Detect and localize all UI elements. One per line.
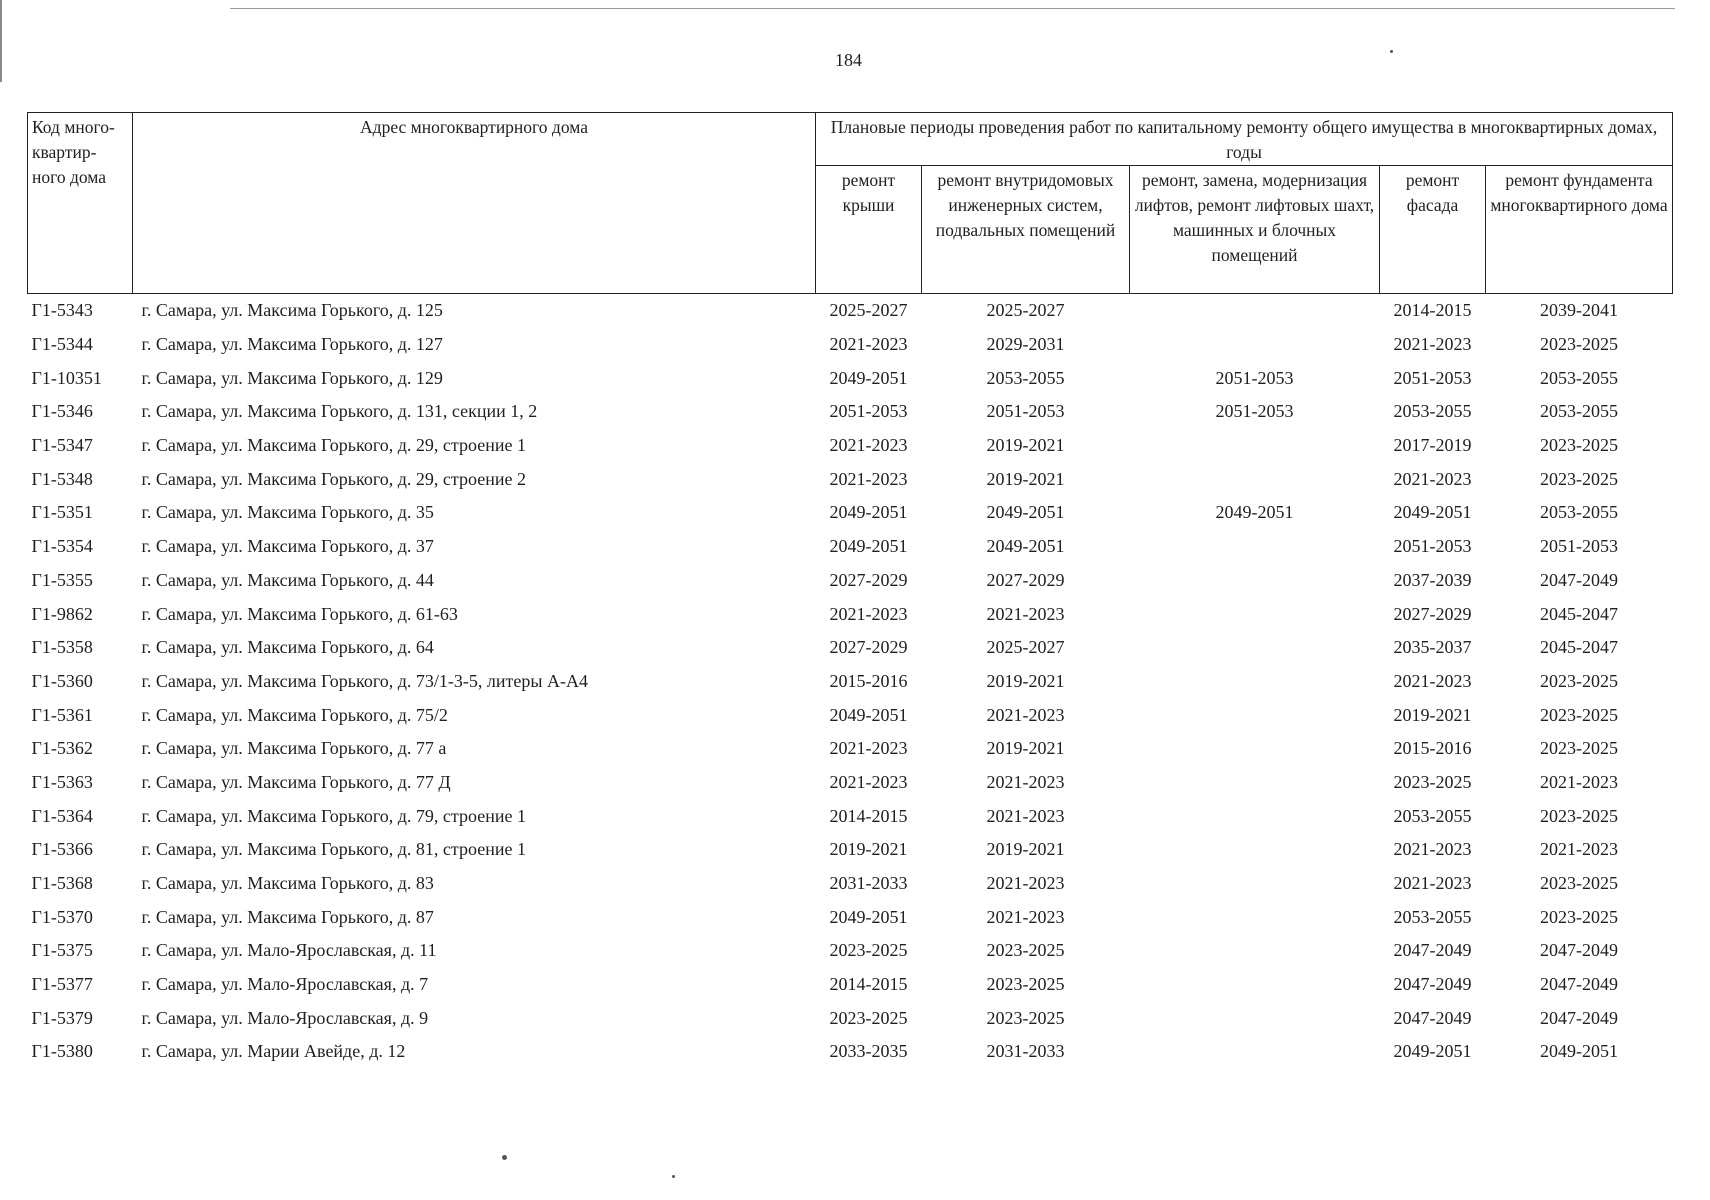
row-facade-period: 2047-2049 bbox=[1393, 974, 1472, 995]
row-address: г. Самара, ул. Мало-Ярославская, д. 9 bbox=[141, 1007, 429, 1028]
header-address: Адрес многоквартирного дома bbox=[133, 113, 816, 294]
row-elevators-period bbox=[1130, 631, 1380, 665]
row-elevators-period bbox=[1130, 429, 1380, 463]
row-foundation-period: 2047-2049 bbox=[1540, 569, 1619, 590]
row-roof-period: 2049-2051 bbox=[829, 704, 908, 725]
scan-speck bbox=[1390, 50, 1393, 53]
table-row bbox=[28, 1001, 1673, 1035]
table-row bbox=[28, 429, 1673, 463]
row-engineering-period: 2025-2027 bbox=[986, 637, 1065, 658]
row-address: г. Самара, ул. Максима Горького, д. 81, строение 1 bbox=[141, 839, 526, 860]
table-row bbox=[28, 867, 1673, 901]
row-code: Г1-5380 bbox=[31, 1041, 93, 1062]
row-engineering-period: 2031-2033 bbox=[986, 1041, 1065, 1062]
header-elevators: ремонт, замена, модернизация лифтов, ремонт лифтовых шахт, машинных и блочных помещений bbox=[1130, 166, 1380, 294]
row-roof-period: 2025-2027 bbox=[829, 300, 908, 321]
row-address: г. Самара, ул. Максима Горького, д. 83 bbox=[141, 873, 434, 894]
table-row bbox=[28, 934, 1673, 968]
row-elevators-period bbox=[1130, 799, 1380, 833]
row-engineering-period: 2049-2051 bbox=[986, 502, 1065, 523]
row-roof-period: 2023-2025 bbox=[829, 940, 908, 961]
table-row bbox=[28, 698, 1673, 732]
row-engineering-period: 2021-2023 bbox=[986, 805, 1065, 826]
row-engineering-period: 2023-2025 bbox=[986, 940, 1065, 961]
row-address: г. Самара, ул. Мало-Ярославская, д. 7 bbox=[141, 974, 429, 995]
row-engineering-period: 2053-2055 bbox=[986, 367, 1065, 388]
row-roof-period: 2014-2015 bbox=[829, 974, 908, 995]
row-address: г. Самара, ул. Максима Горького, д. 64 bbox=[141, 637, 434, 658]
row-roof-period: 2049-2051 bbox=[829, 536, 908, 557]
row-roof-period: 2021-2023 bbox=[829, 334, 908, 355]
row-elevators-period bbox=[1130, 564, 1380, 598]
table-row bbox=[28, 968, 1673, 1002]
table-body bbox=[28, 294, 1673, 1069]
row-roof-period: 2014-2015 bbox=[829, 805, 908, 826]
row-facade-period: 2017-2019 bbox=[1393, 435, 1472, 456]
table-row bbox=[28, 361, 1673, 395]
row-facade-period: 2047-2049 bbox=[1393, 1007, 1472, 1028]
row-elevators-period bbox=[1130, 968, 1380, 1002]
row-code: Г1-5363 bbox=[31, 771, 93, 792]
row-foundation-period: 2023-2025 bbox=[1540, 738, 1619, 759]
row-roof-period: 2049-2051 bbox=[829, 367, 908, 388]
row-engineering-period: 2019-2021 bbox=[986, 738, 1065, 759]
row-code: Г1-5351 bbox=[31, 502, 93, 523]
row-address: г. Самара, ул. Максима Горького, д. 29, строение 2 bbox=[141, 468, 526, 489]
row-code: Г1-5343 bbox=[31, 300, 93, 321]
table-row bbox=[28, 732, 1673, 766]
table-row bbox=[28, 631, 1673, 665]
row-roof-period: 2021-2023 bbox=[829, 603, 908, 624]
row-elevators-period: 2051-2053 bbox=[1215, 367, 1294, 388]
row-foundation-period: 2047-2049 bbox=[1540, 974, 1619, 995]
table-row bbox=[28, 294, 1673, 328]
row-facade-period: 2051-2053 bbox=[1393, 367, 1472, 388]
row-foundation-period: 2053-2055 bbox=[1540, 401, 1619, 422]
row-engineering-period: 2019-2021 bbox=[986, 468, 1065, 489]
row-foundation-period: 2023-2025 bbox=[1540, 805, 1619, 826]
row-address: г. Самара, ул. Максима Горького, д. 44 bbox=[141, 569, 434, 590]
row-code: Г1-5346 bbox=[31, 401, 93, 422]
table-row bbox=[28, 597, 1673, 631]
scan-edge-line-top bbox=[230, 8, 1675, 9]
row-foundation-period: 2053-2055 bbox=[1540, 502, 1619, 523]
row-code: Г1-5348 bbox=[31, 468, 93, 489]
row-address: г. Самара, ул. Максима Горького, д. 73/1-3-5, литеры А-А4 bbox=[141, 670, 588, 691]
row-facade-period: 2051-2053 bbox=[1393, 536, 1472, 557]
header-row-1 bbox=[28, 113, 1673, 166]
row-facade-period: 2047-2049 bbox=[1393, 940, 1472, 961]
table-row bbox=[28, 395, 1673, 429]
row-elevators-period bbox=[1130, 833, 1380, 867]
row-code: Г1-10351 bbox=[31, 367, 102, 388]
row-foundation-period: 2053-2055 bbox=[1540, 367, 1619, 388]
row-foundation-period: 2023-2025 bbox=[1540, 468, 1619, 489]
row-elevators-period bbox=[1130, 328, 1380, 362]
row-elevators-period bbox=[1130, 1035, 1380, 1069]
row-elevators-period bbox=[1130, 900, 1380, 934]
row-engineering-period: 2021-2023 bbox=[986, 906, 1065, 927]
row-code: Г1-5361 bbox=[31, 704, 93, 725]
table-row bbox=[28, 462, 1673, 496]
row-code: Г1-5344 bbox=[31, 334, 93, 355]
row-engineering-period: 2027-2029 bbox=[986, 569, 1065, 590]
row-facade-period: 2049-2051 bbox=[1393, 1041, 1472, 1062]
row-foundation-period: 2021-2023 bbox=[1540, 839, 1619, 860]
header-roof: ремонт крыши bbox=[816, 166, 922, 294]
row-roof-period: 2051-2053 bbox=[829, 401, 908, 422]
row-address: г. Самара, ул. Максима Горького, д. 37 bbox=[141, 536, 434, 557]
row-roof-period: 2021-2023 bbox=[829, 468, 908, 489]
row-roof-period: 2031-2033 bbox=[829, 873, 908, 894]
row-elevators-period bbox=[1130, 530, 1380, 564]
row-foundation-period: 2023-2025 bbox=[1540, 704, 1619, 725]
row-code: Г1-5368 bbox=[31, 873, 93, 894]
row-address: г. Самара, ул. Максима Горького, д. 79, строение 1 bbox=[141, 805, 526, 826]
row-elevators-period: 2049-2051 bbox=[1215, 502, 1294, 523]
table-row bbox=[28, 665, 1673, 699]
row-engineering-period: 2049-2051 bbox=[986, 536, 1065, 557]
row-facade-period: 2027-2029 bbox=[1393, 603, 1472, 624]
table-header bbox=[28, 113, 1673, 294]
header-code: Код много-квартир-ного дома bbox=[28, 113, 133, 294]
table-row bbox=[28, 496, 1673, 530]
row-address: г. Самара, ул. Максима Горького, д. 131, секции 1, 2 bbox=[141, 401, 538, 422]
header-facade: ремонт фасада bbox=[1380, 166, 1486, 294]
row-foundation-period: 2047-2049 bbox=[1540, 940, 1619, 961]
row-address: г. Самара, ул. Максима Горького, д. 129 bbox=[141, 367, 443, 388]
scan-speck bbox=[672, 1175, 675, 1178]
row-engineering-period: 2019-2021 bbox=[986, 670, 1065, 691]
row-elevators-period bbox=[1130, 732, 1380, 766]
row-code: Г1-5370 bbox=[31, 906, 93, 927]
row-roof-period: 2015-2016 bbox=[829, 670, 908, 691]
row-engineering-period: 2019-2021 bbox=[986, 839, 1065, 860]
row-foundation-period: 2049-2051 bbox=[1540, 1041, 1619, 1062]
row-address: г. Самара, ул. Максима Горького, д. 77 Д bbox=[141, 771, 451, 792]
row-engineering-period: 2023-2025 bbox=[986, 1007, 1065, 1028]
row-facade-period: 2021-2023 bbox=[1393, 839, 1472, 860]
row-elevators-period bbox=[1130, 867, 1380, 901]
row-roof-period: 2019-2021 bbox=[829, 839, 908, 860]
row-facade-period: 2053-2055 bbox=[1393, 805, 1472, 826]
row-facade-period: 2019-2021 bbox=[1393, 704, 1472, 725]
row-elevators-period bbox=[1130, 698, 1380, 732]
row-engineering-period: 2021-2023 bbox=[986, 704, 1065, 725]
row-address: г. Самара, ул. Максима Горького, д. 35 bbox=[141, 502, 434, 523]
row-engineering-period: 2019-2021 bbox=[986, 435, 1065, 456]
row-facade-period: 2053-2055 bbox=[1393, 401, 1472, 422]
row-roof-period: 2027-2029 bbox=[829, 569, 908, 590]
table-row bbox=[28, 799, 1673, 833]
row-elevators-period bbox=[1130, 462, 1380, 496]
header-periods-group: Плановые периоды проведения работ по капитальному ремонту общего имущества в многоквартирных домах, годы bbox=[816, 113, 1673, 166]
row-foundation-period: 2039-2041 bbox=[1540, 300, 1619, 321]
row-code: Г1-5362 bbox=[31, 738, 93, 759]
row-foundation-period: 2023-2025 bbox=[1540, 873, 1619, 894]
row-engineering-period: 2051-2053 bbox=[986, 401, 1065, 422]
row-facade-period: 2021-2023 bbox=[1393, 670, 1472, 691]
row-address: г. Самара, ул. Максима Горького, д. 75/2 bbox=[141, 704, 448, 725]
row-code: Г1-5354 bbox=[31, 536, 93, 557]
row-code: Г1-5375 bbox=[31, 940, 93, 961]
row-engineering-period: 2021-2023 bbox=[986, 771, 1065, 792]
row-facade-period: 2023-2025 bbox=[1393, 771, 1472, 792]
table-row bbox=[28, 530, 1673, 564]
row-code: Г1-5358 bbox=[31, 637, 93, 658]
table-row bbox=[28, 833, 1673, 867]
row-foundation-period: 2023-2025 bbox=[1540, 435, 1619, 456]
table-row bbox=[28, 900, 1673, 934]
row-engineering-period: 2029-2031 bbox=[986, 334, 1065, 355]
row-roof-period: 2033-2035 bbox=[829, 1041, 908, 1062]
table-row bbox=[28, 1035, 1673, 1069]
row-code: Г1-5364 bbox=[31, 805, 93, 826]
header-engineering: ремонт внутридомовых инженерных систем, подвальных помещений bbox=[922, 166, 1130, 294]
row-foundation-period: 2021-2023 bbox=[1540, 771, 1619, 792]
row-engineering-period: 2025-2027 bbox=[986, 300, 1065, 321]
row-facade-period: 2014-2015 bbox=[1393, 300, 1472, 321]
row-elevators-period bbox=[1130, 934, 1380, 968]
row-code: Г1-5347 bbox=[31, 435, 93, 456]
row-facade-period: 2015-2016 bbox=[1393, 738, 1472, 759]
row-address: г. Самара, ул. Марии Авейде, д. 12 bbox=[141, 1041, 406, 1062]
row-elevators-period bbox=[1130, 294, 1380, 328]
row-facade-period: 2021-2023 bbox=[1393, 468, 1472, 489]
row-roof-period: 2021-2023 bbox=[829, 771, 908, 792]
row-code: Г1-9862 bbox=[31, 603, 93, 624]
row-foundation-period: 2045-2047 bbox=[1540, 603, 1619, 624]
table-row bbox=[28, 766, 1673, 800]
row-foundation-period: 2045-2047 bbox=[1540, 637, 1619, 658]
row-code: Г1-5355 bbox=[31, 569, 93, 590]
scan-speck bbox=[502, 1155, 507, 1160]
repair-schedule-table bbox=[27, 112, 1673, 1069]
row-facade-period: 2021-2023 bbox=[1393, 334, 1472, 355]
row-address: г. Самара, ул. Максима Горького, д. 87 bbox=[141, 906, 434, 927]
row-engineering-period: 2021-2023 bbox=[986, 603, 1065, 624]
row-engineering-period: 2023-2025 bbox=[986, 974, 1065, 995]
row-facade-period: 2049-2051 bbox=[1393, 502, 1472, 523]
row-facade-period: 2021-2023 bbox=[1393, 873, 1472, 894]
row-roof-period: 2027-2029 bbox=[829, 637, 908, 658]
row-address: г. Самара, ул. Максима Горького, д. 77 а bbox=[141, 738, 447, 759]
table-row bbox=[28, 564, 1673, 598]
row-elevators-period: 2051-2053 bbox=[1215, 401, 1294, 422]
row-roof-period: 2049-2051 bbox=[829, 906, 908, 927]
row-facade-period: 2053-2055 bbox=[1393, 906, 1472, 927]
row-elevators-period bbox=[1130, 597, 1380, 631]
row-facade-period: 2037-2039 bbox=[1393, 569, 1472, 590]
row-address: г. Самара, ул. Максима Горького, д. 127 bbox=[141, 334, 443, 355]
row-address: г. Самара, ул. Максима Горького, д. 29, строение 1 bbox=[141, 435, 526, 456]
row-foundation-period: 2023-2025 bbox=[1540, 670, 1619, 691]
row-elevators-period bbox=[1130, 1001, 1380, 1035]
row-elevators-period bbox=[1130, 665, 1380, 699]
row-code: Г1-5366 bbox=[31, 839, 93, 860]
table-row bbox=[28, 328, 1673, 362]
row-roof-period: 2049-2051 bbox=[829, 502, 908, 523]
row-code: Г1-5377 bbox=[31, 974, 93, 995]
row-roof-period: 2023-2025 bbox=[829, 1007, 908, 1028]
row-address: г. Самара, ул. Максима Горького, д. 125 bbox=[141, 300, 443, 321]
row-engineering-period: 2021-2023 bbox=[986, 873, 1065, 894]
row-code: Г1-5360 bbox=[31, 670, 93, 691]
page-number: 184 bbox=[835, 50, 862, 70]
row-code: Г1-5379 bbox=[31, 1007, 93, 1028]
row-foundation-period: 2047-2049 bbox=[1540, 1007, 1619, 1028]
row-foundation-period: 2023-2025 bbox=[1540, 334, 1619, 355]
row-roof-period: 2021-2023 bbox=[829, 738, 908, 759]
row-address: г. Самара, ул. Максима Горького, д. 61-63 bbox=[141, 603, 458, 624]
scan-edge-line-left bbox=[0, 0, 2, 82]
row-foundation-period: 2023-2025 bbox=[1540, 906, 1619, 927]
row-facade-period: 2035-2037 bbox=[1393, 637, 1472, 658]
row-elevators-period bbox=[1130, 766, 1380, 800]
row-address: г. Самара, ул. Мало-Ярославская, д. 11 bbox=[141, 940, 437, 961]
row-roof-period: 2021-2023 bbox=[829, 435, 908, 456]
row-foundation-period: 2051-2053 bbox=[1540, 536, 1619, 557]
header-foundation: ремонт фундамента многоквартирного дома bbox=[1486, 166, 1673, 294]
